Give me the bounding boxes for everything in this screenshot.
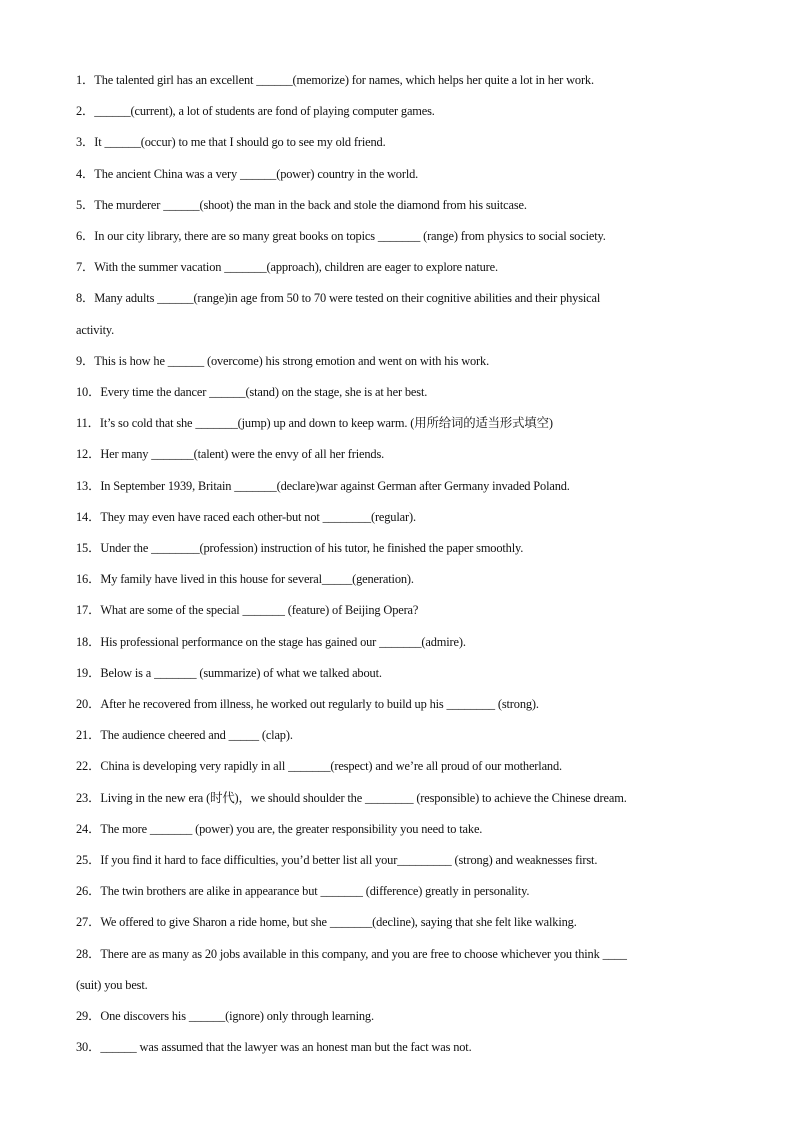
- question-10: 10．Every time the dancer ______(stand) on the stage, she is at her best.: [76, 385, 428, 400]
- question-3: 3．It ______(occur) to me that I should go to see my old friend.: [76, 135, 386, 150]
- question-13: 13．In September 1939, Britain _______(declare)war against German after Germany invaded Poland.: [76, 478, 570, 493]
- question-25: 25．If you find it hard to face difficulties, you’d better list all your_________ (strong) and weaknesses first.: [76, 853, 598, 868]
- question-22: 22．China is developing very rapidly in all _______(respect) and we’re all proud of our motherland.: [76, 759, 562, 774]
- question-23: 23．Living in the new era (时代)，we should shoulder the ________ (responsible) to achieve the Chinese dream.: [76, 790, 627, 805]
- question-9: 9．This is how he ______ (overcome) his strong emotion and went on with his work.: [76, 353, 490, 368]
- question-12: 12．Her many _______(talent) were the envy of all her friends.: [76, 447, 385, 462]
- question-19: 19．Below is a _______ (summarize) of what we talked about.: [76, 665, 382, 680]
- question-list: [76, 65, 726, 1064]
- question-20: 20．After he recovered from illness, he worked out regularly to build up his ________ (strong).: [76, 697, 539, 712]
- question-2: 2．______(current), a lot of students are fond of playing computer games.: [76, 104, 435, 119]
- question-24: 24．The more _______ (power) you are, the greater responsibility you need to take.: [76, 821, 483, 836]
- question-28: 28．There are as many as 20 jobs available in this company, and you are free to choose whichever you think ____: [76, 946, 627, 961]
- question-18: 18．His professional performance on the stage has gained our _______(admire).: [76, 634, 466, 649]
- question-17: 17．What are some of the special _______ (feature) of Beijing Opera?: [76, 603, 419, 618]
- question-6: 6．In our city library, there are so many great books on topics _______ (range) from physics to social society.: [76, 229, 606, 244]
- question-8-continued: activity.: [76, 322, 115, 337]
- question-11: 11．It’s so cold that she _______(jump) up and down to keep warm. (用所给词的适当形式填空): [76, 416, 553, 431]
- question-8: 8．Many adults ______(range)in age from 50 to 70 were tested on their cognitive abilities and their physical: [76, 291, 601, 306]
- question-16: 16．My family have lived in this house for several_____(generation).: [76, 572, 414, 587]
- question-5: 5．The murderer ______(shoot) the man in the back and stole the diamond from his suitcase.: [76, 197, 527, 212]
- question-27: 27．We offered to give Sharon a ride home, but she _______(decline), saying that she felt like walking.: [76, 915, 577, 930]
- question-4: 4．The ancient China was a very ______(power) country in the world.: [76, 166, 419, 181]
- question-29: 29．One discovers his ______(ignore) only through learning.: [76, 1009, 374, 1024]
- question-30: 30．______ was assumed that the lawyer was an honest man but the fact was not.: [76, 1040, 472, 1055]
- question-28-continued: (suit) you best.: [76, 977, 148, 992]
- question-14: 14．They may even have raced each other-but not ________(regular).: [76, 509, 416, 524]
- question-15: 15．Under the ________(profession) instruction of his tutor, he finished the paper smoothly.: [76, 541, 524, 556]
- question-1: 1．The talented girl has an excellent ______(memorize) for names, which helps her quite a lot in her work.: [76, 73, 594, 87]
- question-7: 7．With the summer vacation _______(approach), children are eager to explore nature.: [76, 260, 498, 275]
- question-26: 26．The twin brothers are alike in appearance but _______ (difference) greatly in personality.: [76, 884, 530, 899]
- question-21: 21．The audience cheered and _____ (clap).: [76, 728, 293, 743]
